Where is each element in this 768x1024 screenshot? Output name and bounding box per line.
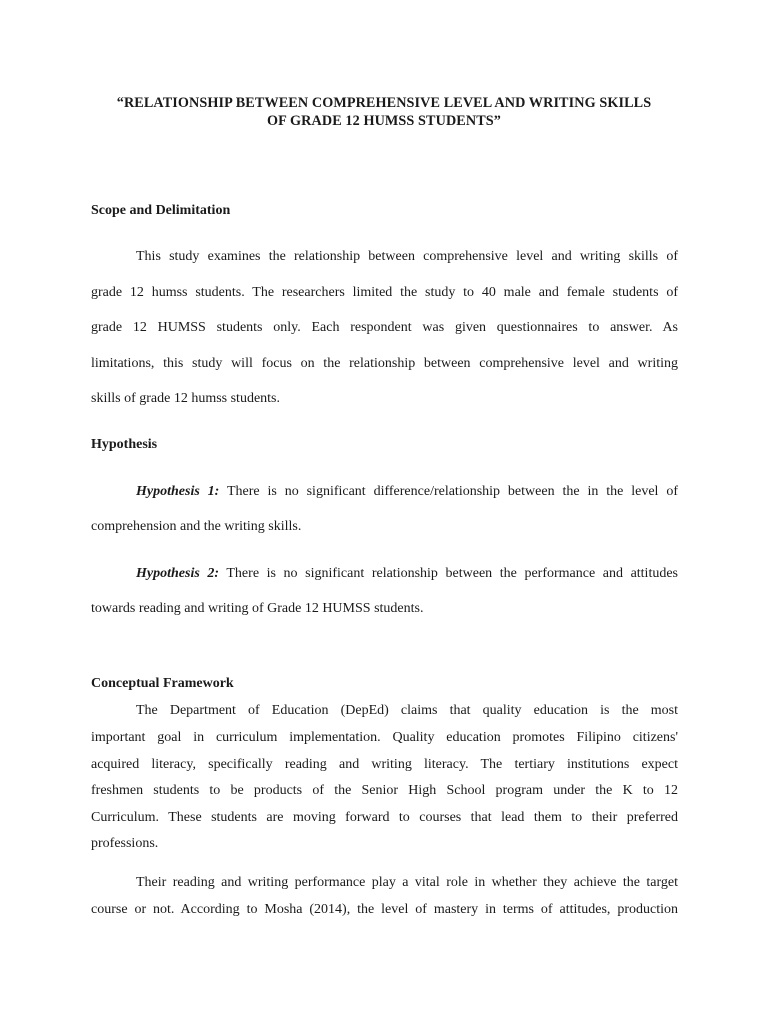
framework-p1-line-1: The Department of Education (DepEd) claims that quality education is the most (136, 703, 678, 718)
section-heading-framework: Conceptual Framework (91, 676, 234, 691)
framework-p1-line-2: important goal in curriculum implementation. Quality education promotes Filipino citizens' (91, 730, 678, 745)
scope-line-1: This study examines the relationship between comprehensive level and writing skills of (136, 249, 678, 264)
scope-line-3: grade 12 HUMSS students only. Each respondent was given questionnaires to answer. As (91, 320, 678, 335)
framework-p1-line-4: freshmen students to be products of the Senior High School program under the K to 12 (91, 783, 678, 798)
scope-line-2: grade 12 humss students. The researchers limited the study to 40 male and female students of (91, 285, 678, 300)
document-title-line-2: OF GRADE 12 HUMSS STUDENTS” (267, 113, 501, 129)
hypothesis-1-line-1 (136, 483, 678, 501)
section-heading-hypothesis: Hypothesis (91, 437, 158, 452)
scope-line-5: skills of grade 12 humss students. (91, 391, 280, 406)
hypothesis-2-label: Hypothesis 2: (136, 566, 220, 581)
framework-p2-line-1: Their reading and writing performance play a vital role in whether they achieve the target (136, 875, 678, 890)
document-title-line-1: “RELATIONSHIP BETWEEN COMPREHENSIVE LEVEL AND WRITING SKILLS (116, 95, 652, 111)
framework-p1-line-6: professions. (91, 836, 159, 851)
hypothesis-1-text: There is no significant difference/relationship between the in the level of (219, 484, 678, 499)
section-heading-scope: Scope and Delimitation (91, 203, 231, 218)
hypothesis-2-line-2: towards reading and writing of Grade 12 HUMSS students. (91, 601, 424, 616)
hypothesis-2-line-1 (136, 565, 678, 583)
scope-line-4: limitations, this study will focus on the relationship between comprehensive level and writing (91, 356, 678, 371)
hypothesis-2-text: There is no significant relationship between the performance and attitudes (219, 566, 679, 581)
framework-p1-line-5: Curriculum. These students are moving forward to courses that lead them to their preferred (91, 810, 678, 825)
framework-p2-line-2: course or not. According to Mosha (2014), the level of mastery in terms of attitudes, production (91, 902, 678, 917)
framework-p1-line-3: acquired literacy, specifically reading and writing literacy. The tertiary institutions expect (91, 757, 678, 772)
hypothesis-1-label: Hypothesis 1: (136, 484, 220, 499)
hypothesis-1-line-2: comprehension and the writing skills. (91, 519, 302, 534)
